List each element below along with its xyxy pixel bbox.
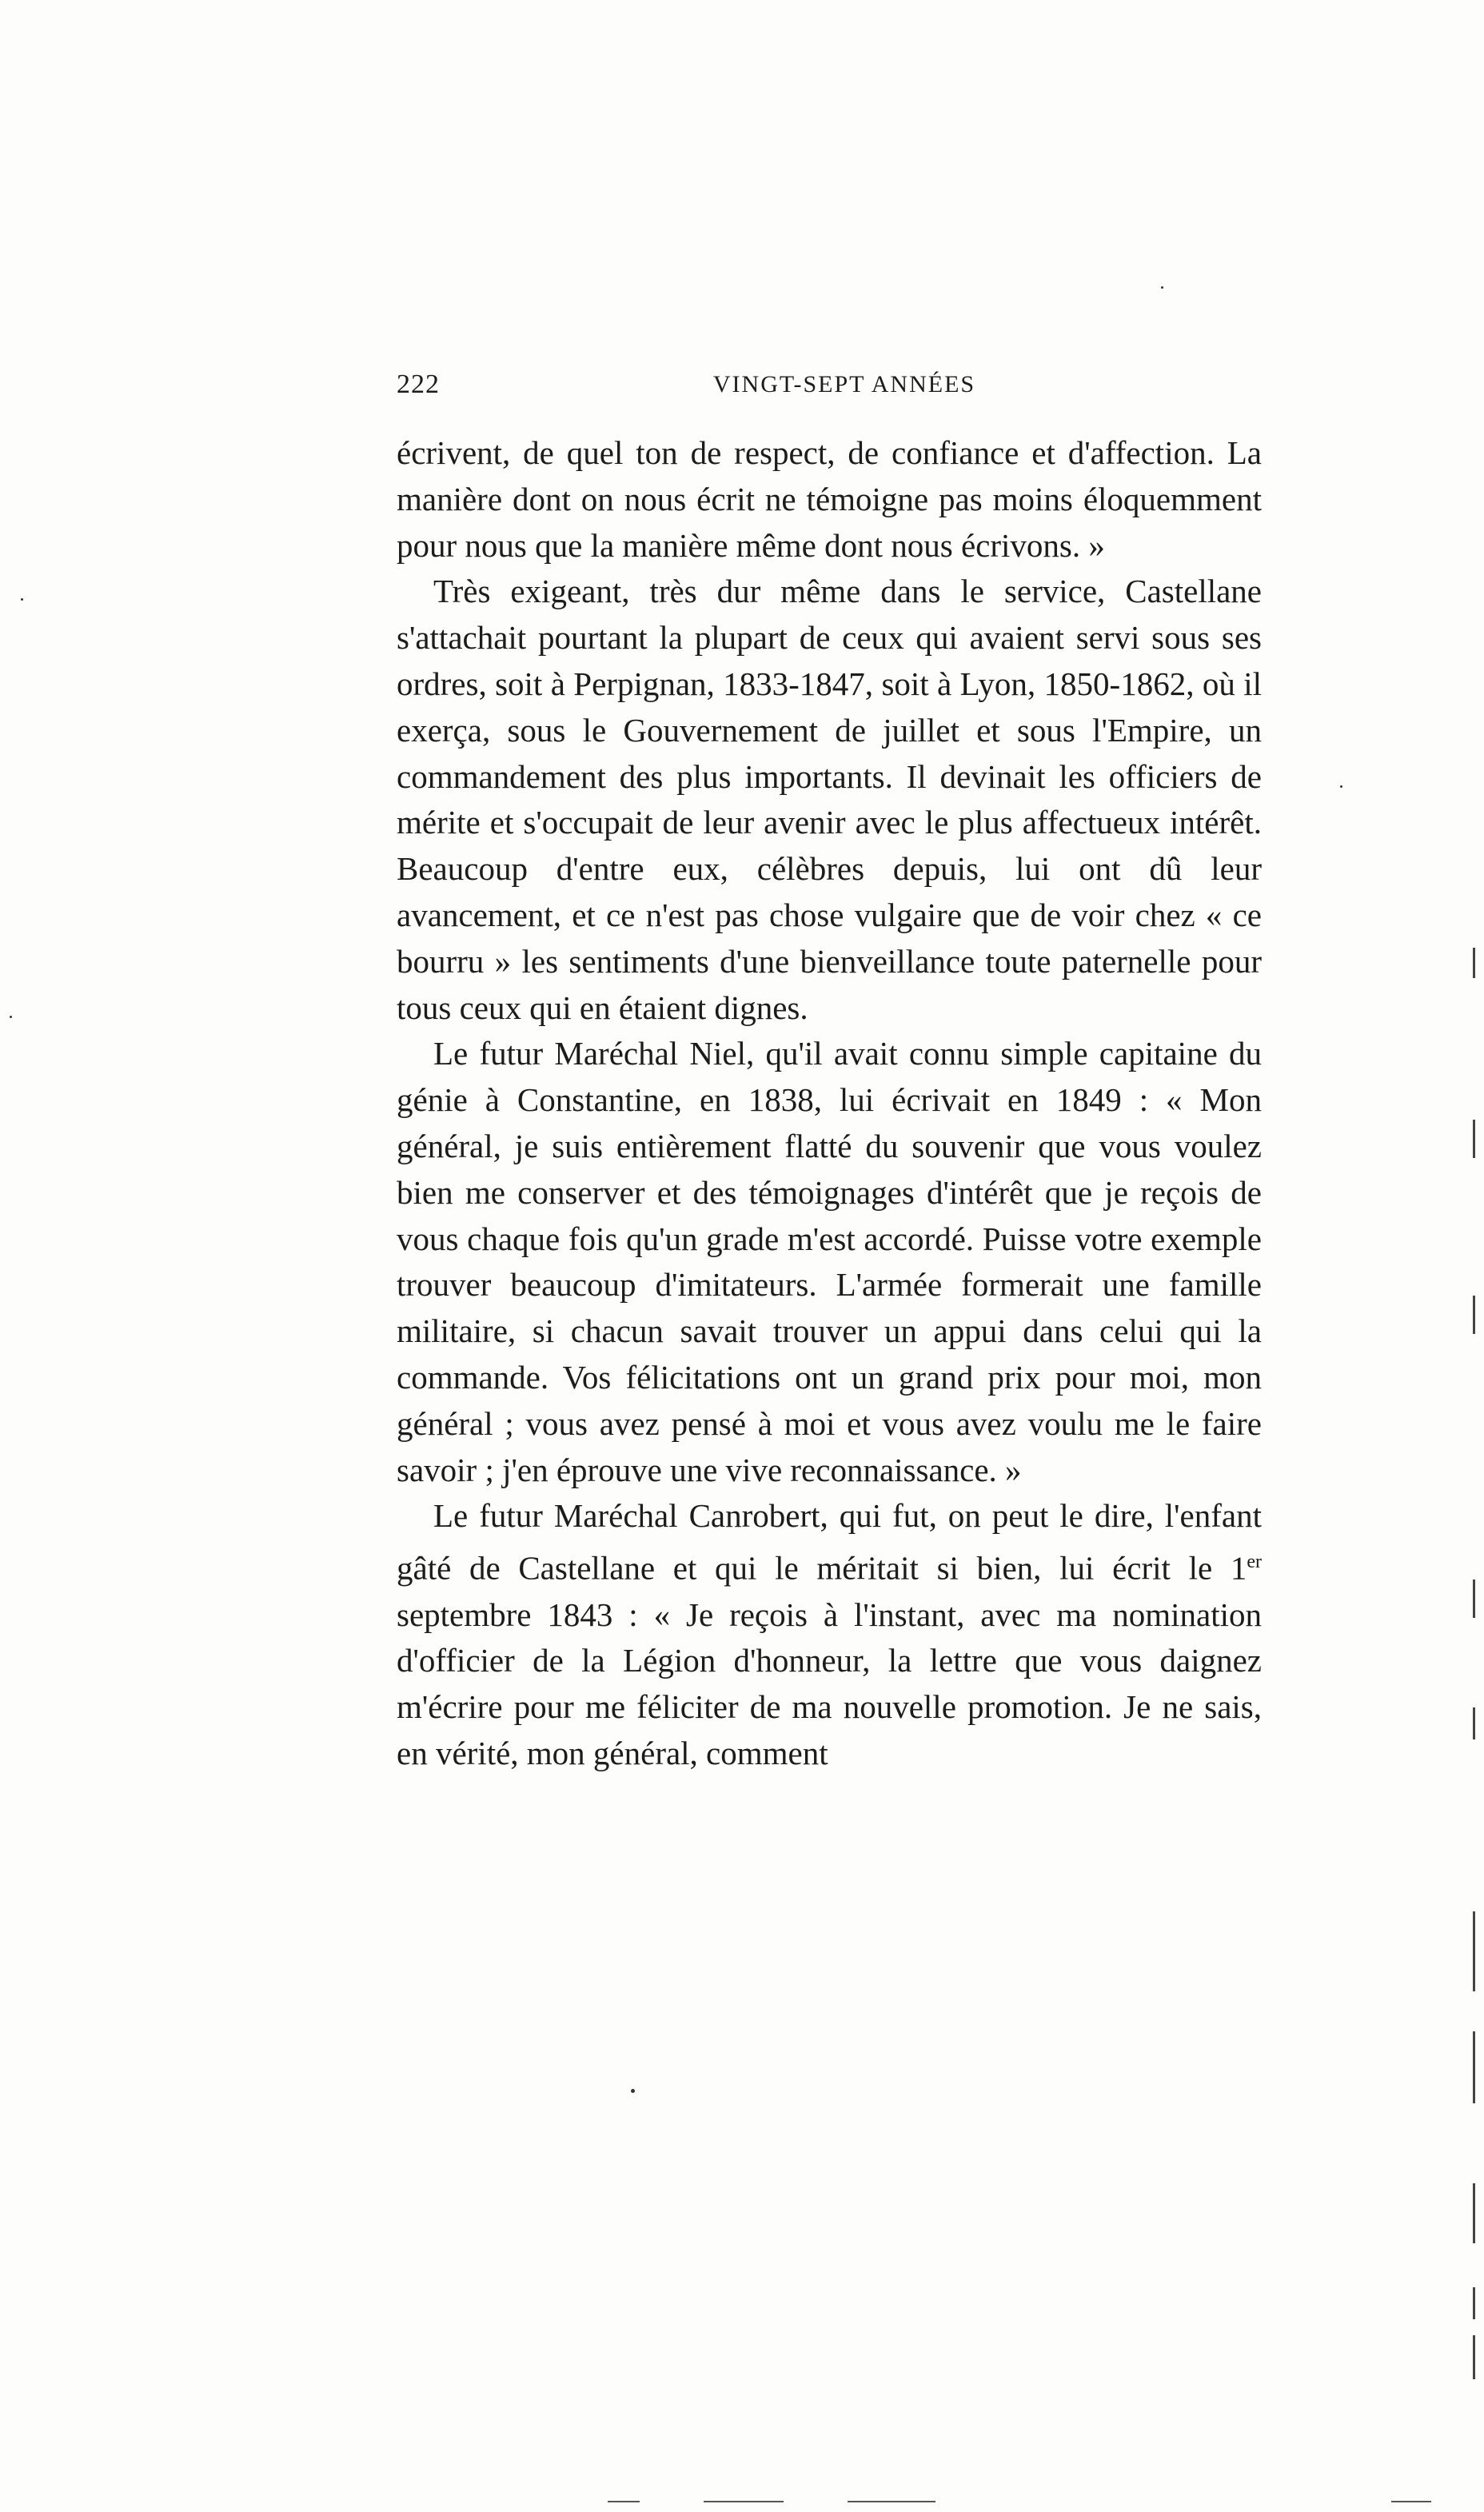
- margin-mark: [1473, 1120, 1475, 1158]
- bottom-edge-line: [608, 2501, 640, 2502]
- margin-mark: [1473, 948, 1475, 978]
- margin-mark: [1473, 2031, 1475, 2103]
- paragraph-canrobert: [397, 1493, 1262, 1776]
- bottom-edge-line: [848, 2501, 935, 2502]
- canrobert-text-start: Le futur Maréchal Canrobert, qui fut, on peut le dire, l'enfant gâté de Castellane et qui le méritait si bien, lui écrit le 1: [397, 1497, 1262, 1587]
- canrobert-text-end: septembre 1843 : « Je reçois à l'instant, avec ma nomination d'officier de la Légion d'honneur, la lettre que vous daignez m'écrire pour me féliciter de ma nouvelle promotion. Je ne sais, en vérité, mon général, comment: [397, 1595, 1262, 1771]
- page-header: [397, 369, 1268, 409]
- bottom-edge-line: [704, 2501, 784, 2502]
- running-title: VINGT-SEPT ANNÉES: [712, 371, 976, 397]
- ink-speck: [1340, 785, 1342, 788]
- paragraph-continuation: écrivent, de quel ton de respect, de confiance et d'affection. La manière dont on nous écrit ne témoigne pas moins éloquemment pour nous que la manière même dont nous écrivons. »: [397, 434, 1262, 564]
- ink-speck: [631, 2089, 635, 2093]
- paragraph-castellane: Très exigeant, très dur même dans le service, Castellane s'attachait pourtant la plupart de ceux qui avaient servi sous ses ordres, soit à Perpignan, 1833-1847, soit à Lyon, 1850-1862, où il exerça, sous le Gouvernement de juillet et sous l'Empire, un commandement des plus importants. Il devinait les officiers de mérite et s'occupait de leur avenir avec le plus affectueux intérêt. Beaucoup d'entre eux, célèbres depuis, lui ont dû leur avancement, et ce n'est pas chose vulgaire que de voir chez « ce bourru » les sentiments d'une bienveillance toute paternelle pour tous ceux qui en étaient dignes.: [397, 573, 1262, 1026]
- margin-mark: [1473, 1911, 1475, 1991]
- margin-mark: [1473, 2183, 1475, 2243]
- ink-speck: [10, 1016, 12, 1018]
- margin-mark: [1473, 1296, 1475, 1334]
- ink-speck: [1161, 286, 1163, 289]
- body-text: [397, 430, 1262, 1777]
- paragraph-niel: Le futur Maréchal Niel, qu'il avait connu simple capitaine du génie à Constantine, en 1838, lui écrivait en 1849 : « Mon général, je suis entièrement flatté du souvenir que vous voulez bien me conserver et des témoignages d'intérêt que je reçois de vous chaque fois qu'un grade m'est accordé. Puisse votre exemple trouver beaucoup d'imitateurs. L'armée formerait une famille militaire, si chacun savait trouver un appui dans celui qui la commande. Vos félicitations ont un grand prix pour moi, mon général ; vous avez pensé à moi et vous avez voulu me le faire savoir ; j'en éprouve une vive reconnaissance. »: [397, 1035, 1262, 1488]
- margin-mark: [1473, 1579, 1475, 1618]
- ink-speck: [21, 598, 23, 601]
- margin-mark: [1473, 1707, 1475, 1739]
- bottom-edge-line: [1391, 2501, 1431, 2502]
- margin-mark: [1473, 2287, 1475, 2319]
- ordinal-superscript: er: [1247, 1552, 1262, 1573]
- page-number: 222: [397, 369, 440, 399]
- margin-mark: [1473, 2335, 1475, 2379]
